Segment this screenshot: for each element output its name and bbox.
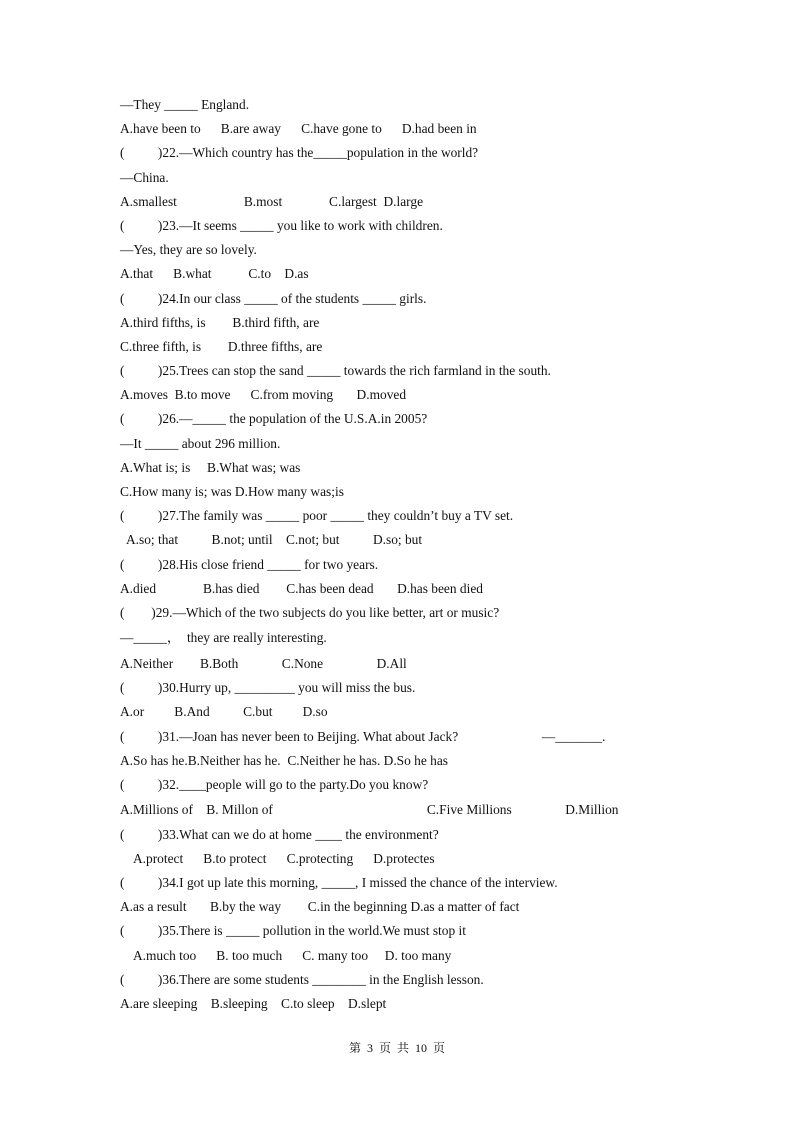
options-q33: A.protect B.to protect C.protecting D.protectes [133,850,435,866]
options-q29: A.Neither B.Both C.None D.All [120,655,407,671]
question-25: ( )25.Trees can stop the sand _____ towards the rich farmland in the south. [120,363,551,379]
answer-line-q29: —_____， they are really interesting. [120,630,327,646]
question-34: ( )34.I got up late this morning, _____, I missed the chance of the interview. [120,874,558,890]
options-q26-cd: C.How many is; was D.How many was;is [120,484,344,499]
question-22: ( )22.—Which country has the_____population in the world? [120,145,479,161]
question-31: ( )31.—Joan has never been to Beijing. What about Jack? —_______. [120,728,606,744]
options-q35: A.much too B. too much C. many too D. too many [133,947,452,963]
question-32: ( )32.____people will go to the party.Do you know? [120,776,429,792]
answer-line-q26: —It _____ about 296 million. [120,435,281,451]
exam-questions [120,96,680,1019]
options-q32: A.Millions of B. Millon of C.Five Millions D.Million [120,802,619,818]
options-q25: A.moves B.to move C.from moving D.moved [120,387,407,403]
options-q24-cd: C.three fifth, is D.three fifths, are [120,338,323,354]
answer-line-q21: —They _____ England. [120,97,250,112]
options-q34: A.as a result B.by the way C.in the beginning D.as a matter of fact [120,899,520,915]
answer-line-q23: —Yes, they are so lovely. [120,242,257,258]
question-27: ( )27.The family was _____ poor _____ they couldn’t buy a TV set. [120,508,514,524]
options-q30: A.or B.And C.but D.so [120,704,328,720]
options-q28: A.died B.has died C.has been dead D.has been died [120,580,483,596]
options-q23: A.that B.what C.to D.as [120,266,309,282]
options-q26-ab: A.What is; is B.What was; was [120,459,301,475]
options-q21: A.have been to B.are away C.have gone to D.had been in [120,121,477,137]
options-q27: A.so; that B.not; until C.not; but D.so; but [126,532,423,548]
question-24: ( )24.In our class _____ of the students _____ girls. [120,290,427,306]
options-q22: A.smallest B.most C.largest D.large [120,193,424,209]
page-footer: 第 3 页 共 10 页 [348,1041,445,1055]
options-q31: A.So has he.B.Neither has he. C.Neither he has. D.So he has [120,752,449,768]
question-35: ( )35.There is _____ pollution in the world.We must stop it [120,923,466,939]
question-23: ( )23.—It seems _____ you like to work with children. [120,217,443,233]
question-36: ( )36.There are some students ________ in the English lesson. [120,971,484,987]
question-33: ( )33.What can we do at home ____ the environment? [120,826,439,842]
question-30: ( )30.Hurry up, _________ you will miss the bus. [120,680,416,696]
question-28: ( )28.His close friend _____ for two years. [120,556,379,572]
question-26: ( )26.—_____ the population of the U.S.A.in 2005? [120,411,428,427]
question-29: ( )29.—Which of the two subjects do you like better, art or music? [120,604,500,620]
options-q36: A.are sleeping B.sleeping C.to sleep D.slept [120,995,387,1011]
answer-line-q22: —China. [120,169,169,185]
options-q24-ab: A.third fifths, is B.third fifth, are [120,314,320,330]
